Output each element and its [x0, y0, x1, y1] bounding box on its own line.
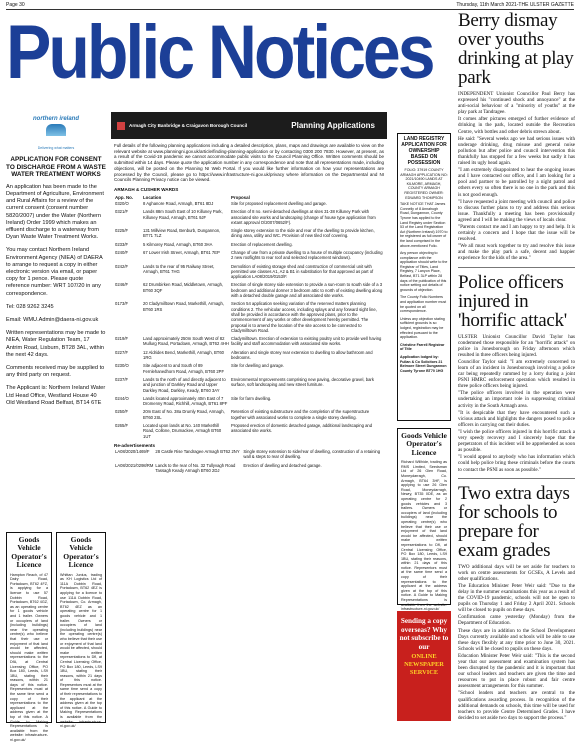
app-location: 20m East of No. 38a Drumly Road, Armagh, BT60 2SL	[143, 409, 225, 420]
table-row	[114, 409, 384, 423]
table-row	[114, 301, 384, 336]
app-number: 0230/O	[115, 363, 129, 369]
land-paragraph: Unless any objection stating sufficient grounds is so lodged, registration may be effected pursuant to the application.	[400, 316, 445, 340]
news-paragraph: "It is despicable that they have encountered such a vicious attack and highlights the dangers posed to police officers in carrying out their duties.	[458, 409, 575, 428]
planning-title: Planning Applications	[291, 121, 375, 130]
app-proposal: Erection of replacement dwelling.	[231, 241, 293, 247]
news-paragraph: INDEPENDENT Unionist Councillor Paul Berry has expressed his "continued shock and annoyance" at the anti-social behaviour of a "minority of youths" at the play park at Tandragee.	[458, 91, 575, 116]
app-proposal: Environmental Improvements comprising new paving, decorative gravel, bark surface, soft landscaping and new street furniture.	[231, 376, 374, 388]
table-row	[114, 463, 384, 477]
app-proposal: Erection of single storey side extension to provide a sun-room to south side of a 3 bedroom and additional dormer 3 bedroom attic to north of existing dwelling along with a detached double garage and all associated site works.	[231, 282, 383, 299]
table-row	[114, 336, 384, 350]
news-story	[458, 11, 575, 262]
goods-vehicle-text: Richard Willhide, trading as RMS Limited, Seedsman Ltd of 26 Glen Road, Moneydarragh, Co. Armagh, BT64 3HF, is applying to use 26 Glen Road, Moneydarragh, Newry, BT35 0DE, as an operating centre for 2 goods vehicles and 3 trailers. Owners or occupiers of land (including buildings) near the operating centre(s) who believe that their use or enjoyment of that land would be affected, should make written representations to DfI, at Central Licensing Office, PO Box 180, Leeds, LS9 1BU, stating their reasons, within 21 days of this notice. Representors must at the same time send a copy of their representations to the applicant at the address given at the top of this notice. A Guide to Making Representations is available from the website: infrastructure-ni.gov.uk/	[401, 460, 447, 612]
app-location: 8 Aghanore Road, Armagh, BT61 8DJ	[143, 200, 214, 206]
app-number: LA08/2021/0298/RM	[115, 462, 154, 468]
masthead: Public Notices	[6, 9, 433, 95]
table-row	[114, 449, 384, 463]
news-paragraph: Confirmation came yesterday (Monday) from the Department of Education.	[458, 614, 575, 627]
niwater-title: APPLICATION FOR CONSENT TO DISCHARGE FROM A WASTE WATER TREATMENT WORKS	[6, 156, 106, 179]
planning-subheading: ARMAGH & CUSHER WARDS	[114, 186, 179, 192]
app-proposal: Erection of 8 no. semi-detached dwellings at sites 31-38 Killuney Park with associated site works and landscaping (change of house type application from extant approval O/2007/0652/F).	[231, 209, 376, 225]
story-divider	[458, 478, 575, 479]
land-paragraph: TAKE NOTICE THAT James Connelly of 8 Annahugh Road, Dungannon, County Tyrone has applied to the Land Registry under Section 53 of the Land Registration Act (Northern Ireland) 1970 to be registered as full owner of the land comprised in the above-mentioned Folio.	[400, 202, 448, 248]
land-title: LAND REGISTRY APPLICATION FOR OWNERSHIP BASED ON POSSESSION	[401, 136, 447, 166]
table-row	[114, 423, 384, 442]
app-number: 0320/O	[115, 200, 129, 206]
app-location: Lands to the rear of No. 32 Tullyvagh Road Tassagh Keady Armagh BT60 2DJ	[155, 462, 236, 473]
niwater-paragraph: You may contact Northern Ireland Environment Agency (NIEA) of DAERA to arrange to request a copy in either electronic version via email, or paper copy for 1 pence. Please quote reference number: WRT 107/20 in any correspondence.	[6, 247, 103, 297]
news-paragraph: "Parents contact me and I am happy to try and help. It is certainly a concern and I hope that the issue will be resolved.	[458, 223, 575, 243]
readvert-heading: Re-advertisements	[114, 442, 156, 448]
land-paragraph: Any person objecting to compliance with the application should write to the Registrar of Titles, Land Registry, 7 Lanyon Place, Belfast, BT1 3LP within 28 days of the publication of this notice setting out details of grounds of objection.	[400, 251, 448, 292]
col-proposal: Proposal	[231, 194, 250, 200]
news-paragraph: He said: "Several weeks ago we had serious issues with underage drinking, drug misuse and general noise pollution but after police and council intervention this thankfully has stopped for a few weeks but sadly it has raised its ugly head again.	[458, 135, 575, 167]
news-paragraph: "I am extremely disappointed to hear the ongoing issues and I have contacted our office, and I am looking for a pool and partner to be patrolled by a night patrol and others every so often there is no one in the park and this is not good enough.	[458, 167, 575, 198]
app-location: 12 Aldrides Bend, Markethill, Armagh, BT60 1RG	[143, 349, 224, 361]
news-paragraph: "The police officers involved in the operation were undertaking an important role in suppressing criminal activity in the South Armagh area.	[458, 390, 575, 409]
table-row	[114, 350, 384, 364]
app-number: 0240/F	[115, 250, 129, 255]
planning-header	[111, 112, 387, 139]
news-story	[458, 273, 575, 473]
app-location: 28 Castle Rise Tandragee Armagh BT62 2NY	[155, 448, 240, 454]
goods-vehicle-title: Goods Vehicle Operator's Licence	[63, 535, 99, 570]
table-row	[114, 250, 384, 264]
news-paragraph: It comes after pictures emerged of further evidence of drinking in the park, located outside the Recreation Centre, with bottles and other debris strewn about.	[458, 116, 575, 135]
table-row	[114, 264, 384, 283]
niwater-email[interactable]: Email: WMU.Admin@daera-ni.gov.uk	[6, 317, 99, 324]
app-proposal: Site for farm dwelling.	[231, 395, 272, 401]
app-number: 0244/O	[115, 395, 129, 401]
app-proposal: Site for proposed replacement dwelling and garage.	[231, 200, 327, 206]
app-number: 0225/F	[115, 228, 129, 234]
app-location: Lands 88m South East of 10 Killuney Park, Killuney Road, Armagh, BT61 9JF	[143, 209, 223, 220]
app-proposal: Change of use from a private dwelling to a house of multiple occupancy (including 2 new rooflights to rear roof and selected replacement windows).	[231, 250, 383, 261]
app-number: 0265/F	[115, 423, 129, 429]
app-proposal: Site for dwelling and garage.	[231, 363, 285, 369]
niwater-notice	[6, 112, 106, 532]
app-number: 0219/F	[115, 336, 129, 342]
app-number: LA08/2020/1469/F	[115, 448, 150, 454]
story-divider	[458, 267, 575, 268]
goods-vehicle-title: Goods Vehicle Operator's Licence	[401, 431, 447, 457]
app-proposal: Alteration and single storey rear extension to dwelling to allow bathroom and bedrooms.	[231, 349, 373, 361]
app-number: 0237/F	[115, 376, 129, 382]
goods-vehicle-text: Hampton Reach, of 47 Dalry Road, Portadown, BT62 4FZ, is applying for a licence to use 57 Dobbin Road, Portadown, BT62 4GZ, as an operating centre for 1 goods vehicle and 1 trailer. Owners or occupiers of land (including buildings) near the operating centre(s) who believe that their use or enjoyment of that land would be affected, should make written representations to the DfA, at Central Licensing Office, PO Box 180, Leeds, LS9 1BU, stating their reasons, within 21 days of this notice. Representors must at the same time send a copy of their representations to the applicant at the address given at the top of this notice. A Guide to Making Representations is available from the website: infrastructure-ni.gov.uk/	[10, 572, 48, 742]
news-column	[458, 11, 575, 723]
land-lodged-by: Application lodged by: Fullan & Co Solicitors 21 Belmore Street Dungannon County Tyrone BT70 1HG	[400, 354, 447, 373]
land-registry-notice	[397, 133, 451, 421]
page-number: Page 30	[6, 2, 25, 8]
table-row	[114, 363, 384, 377]
app-number: 0173/F	[115, 301, 129, 307]
app-proposal: Demolition of existing storage shed and construction of commercial unit with permitted use classes A1, A2 & B1 in substitution for that approved as part of application LA08/2019/0153/F.	[231, 263, 374, 280]
col-location: Location	[143, 194, 162, 200]
table-row	[114, 201, 384, 209]
table-row	[114, 209, 384, 228]
app-number: 0233/F	[115, 241, 129, 247]
app-number: 0242/F	[115, 263, 129, 269]
news-paragraph: "School leaders and teachers are central to the qualifications awarding process. In recognition of the additional demands on schools, this time will be used for teachers to provide Centre Determined Grades. I have decided to set aside two days to support the process."	[458, 690, 575, 721]
app-proposal: Single storey extension to the side and rear of the dwelling to provide kitchen, dining area, utility and WC. Provision of new tiled roof covering.	[231, 228, 375, 239]
council-logo-icon	[117, 122, 125, 130]
app-proposal: Erection of dwelling and detached garage.	[243, 462, 322, 468]
land-folio: FOLIO: 37919 COUNTY ARMAGH APPLICATION NO: 2021/10490 LANDS AT KILMORE, ARMAGH, COUNTY ARMAGH REGISTERED OWNER: EDWARD THOMPSON	[400, 168, 448, 200]
niwater-paragraph: An application has been made to the Department of Agriculture, Environment and Rural Affairs for a review of the current consent (consent number 5820/2007) under the Water (Northern Ireland) Order 1999 which makes an effluent discharge to a waterway from Dyan Waste Water Treatment Works.	[6, 183, 104, 241]
app-location: 5 Kilmorey Road, Armagh, BT60 3HA	[143, 241, 213, 247]
app-location: 20 Cladymilltown Road, Markethill, Armagh, BT60 1RS	[143, 301, 224, 312]
news-paragraph: "I would appeal to anybody who has information which could help police bring these criminals before the courts to contact the PSNI as soon as possible."	[458, 454, 575, 473]
council-name: Armagh City Banbridge & Craigavon Borough Council	[129, 122, 248, 128]
app-location: 62 Drumbirken Road, Middletown, Armagh, BT60 3QF	[143, 282, 224, 293]
subscribe-text: Sending a copy overseas? Why not subscribe to our	[399, 617, 449, 651]
news-paragraph: Councillor Taylor said: "I am extremely concerned to learn of an incident in Jonesborough involving a police car being repeatedly rammed by a lorry during a joint PSNI HMRC enforcement operation which resulted in three police officers being injured.	[458, 358, 575, 390]
land-registrar: Christine Farrell Registrar of Title	[400, 342, 445, 352]
goods-vehicle-text: Whittan Junius, trading as KH Logistics Ltd of 111A Dobbin Road, Portadown, BT62 4EZ is applying for a licence to use 111A Dobbin Road, Portadown, Co. Armagh, BT62 4EZ as an operating centre for 1 goods vehicle and 1 trailer. Owners or occupiers of land (including buildings) near the operating centre(s) who believe that their use or enjoyment of that land would be affected, should make written representations to DfI, at Central Licensing Office, PO Box 180, Leeds, LS9 1BU, stating their reasons, within 21 days of this notice. Representors must at the same time send a copy of their representations to the applicant at the address given at the top of this notice. A Guide to Making Representations is available from the website: infrastructure-ni.gov.uk/	[60, 572, 102, 729]
niwater-applicant: The Applicant is: Northern Ireland Water Ltd Head Office, Westland House 40 Old Westland Road Belfast, BT14 6TE	[6, 385, 106, 406]
news-paragraph: The Education Minister Peter Weir said: "Due to the delay in the summer examinations this year as a result of the COVID-19 pandemic, schools will not be open to pupils on Thursday 1 and Friday 2 April 2021. Schools will be closed to pupils on these days.	[458, 582, 575, 614]
table-row	[114, 396, 384, 410]
niwater-paragraph: Written representations may be made to NIEA, Water Regulation Team, 17 Antrim Road, Lisburn, BT28 3AL, within the next 42 days.	[6, 330, 106, 358]
news-paragraph: These days are in addition to the School Development Days currently available and schools will be able to use these days flexibly at any time prior to June 30, 2021. Schools will be closed to pupils on these days.	[458, 627, 575, 652]
app-proposal: Retention of existing substructure and the completion of the superstructure together with associated works to complete a single storey dwelling.	[231, 409, 370, 420]
niwater-logo-text: northern ireland	[32, 116, 79, 122]
table-row	[114, 228, 384, 242]
news-story	[458, 484, 575, 721]
app-location: 131 Millview Road, Benburb, Dungannon, BT71 7LZ	[143, 228, 221, 239]
app-location: Land approximately 250m South West of 82 Mullurg Road, Portadown, Armagh, BT62 4HH	[143, 336, 229, 347]
niwater-logo	[6, 112, 106, 150]
col-app-no: App. No.	[115, 194, 134, 200]
goods-vehicle-title: Goods Vehicle Operator's Licence	[11, 535, 47, 570]
app-location: Site adjacent to and South of 89 Fernlehanedhorn Road, Armagh, BT60 2PF	[143, 363, 225, 374]
water-drop-icon	[46, 124, 66, 136]
niwater-tagline: Delivering what matters	[37, 146, 75, 150]
news-headline: Berry dismay over youths drinking at play park	[458, 10, 574, 88]
goods-vehicle-notice	[397, 428, 451, 612]
news-paragraph: "I have requested a joint meeting with council and police to discuss further plans to try and address this serious issue. Thankfully a meeting has been provisionally agreed and I will be making the views of locals clear.	[458, 198, 575, 223]
app-location: Lands located approximately 40m East of 7 Dromenny Road, Richhill, Armagh, BT61 8PF	[143, 395, 228, 407]
planning-notice	[111, 112, 387, 723]
planning-table	[114, 194, 384, 442]
app-location: Located upon lands at No. 140 Markethill Road, Collone, Drumackee, Armagh BT60 1UT	[143, 423, 222, 439]
app-location: 67 Lower Irish Street, Armagh, BT61 7EP	[143, 250, 220, 255]
app-proposal: Section 54 application seeking variation of the reserved matters planning conditions 2. The vehicular access, including splays and any forward sight line, shall be provided in accordance with the approved plans, prior to the commencement of any works or other development hereby permitted. The proposal is to amend the location of the site access to be connected to Cladymilltown Road.	[231, 301, 377, 333]
niwater-phone: Tel: 028 9262 3245	[6, 303, 54, 310]
news-paragraph: TWO additional days will be set aside for teachers to work on centre assessments for GCSEs, A Levels and other qualifications.	[458, 563, 575, 582]
page-date: Thursday, 11th March 2021-THE ULSTER GAZETTE	[456, 2, 574, 8]
goods-vehicle-notice	[56, 532, 106, 729]
news-paragraph: "I wish the police officers injured in this horrific attack a very speedy recovery and I sincerely hope that the perpetrators of this incident will be apprehended as soon as possible.	[458, 428, 575, 454]
readvert-table	[114, 449, 384, 476]
niwater-paragraph: Comments received may be supplied to any third party on request.	[6, 365, 105, 379]
table-row	[114, 242, 384, 250]
app-location: Lands to the rear of 95 Railway Street, Armagh, BT61 7HG	[143, 263, 215, 274]
app-number: 0227/F	[115, 349, 129, 355]
app-location: Lands to the north of and directly adjacent to and junction of Darkley Road and Upper Darkley Road, Darkley, Keady, BT60 3AY	[143, 376, 226, 393]
news-headline: Two extra days for schools to prepare for exam grades	[458, 482, 570, 561]
table-row	[114, 377, 384, 396]
app-proposal: Single storey extension to side/rear of dwelling, construction of a retaining wall & steps to rear of dwelling.	[243, 448, 381, 460]
news-paragraph: "We all must work together to try and resolve this issue and make the play park a safe, decent and happier experience for the kids of the area."	[458, 243, 575, 262]
land-paragraph: The County Folio Numbers and application number must be quoted on all correspondence.	[400, 295, 447, 314]
online-service-text: ONLINE NEWSPAPER SERVICE	[404, 653, 444, 677]
news-paragraph: Education Minister Peter Weir said: "This is the second year that our assessment and examination system has been disrupted by the pandemic and it is important that our school leaders and teachers are given the time and resources to put in place robust and fair centre assessment arrangements for this summer.	[458, 652, 575, 690]
subscribe-advert[interactable]	[397, 611, 451, 721]
table-row	[114, 282, 384, 301]
app-number: 0321/F	[115, 209, 129, 215]
goods-vehicle-notice	[6, 532, 52, 742]
app-number: 0250/F	[115, 409, 129, 415]
app-proposal: Proposed erection of domestic detached garage, additional landscaping and associated site works.	[231, 423, 373, 434]
planning-intro: Full details of the following planning applications including a detailed description, plans, maps and drawings are available to view on the relevant website at www.planningni.gov.uk/article/finding-planning-application or by contacting 0300 200 7830. However, at present, as a result of the Covid-19 pandemic we cannot accommodate public visits to the Council Planning Office. Written comments should be submitted within 14 days. Please quote the application number in any correspondence and note that all representations made, including objections, will be posted on the Planning NI Web Portal. If you would like further information on how your representations are processed by the Council, please go to https://www.infrastructure-ni.gov.uk/privacy where information on the Departmental and NI Councils Planning Privacy notice can be viewed.	[114, 143, 384, 183]
app-number: 0246/F	[115, 282, 129, 288]
news-paragraph: ULSTER Unionist Councillor David Taylor has condemned those responsible for an "horrific attack" on police in Jonesborough on Friday afternoon which resulted in three officers being injured.	[458, 333, 575, 358]
app-proposal: Cladymilltown. Erection of extension to existing poultry unit to provide well having facility and staff accommodation with associated site works.	[231, 336, 382, 347]
news-headline: Police officers injured in 'horrific attack'	[458, 271, 567, 331]
